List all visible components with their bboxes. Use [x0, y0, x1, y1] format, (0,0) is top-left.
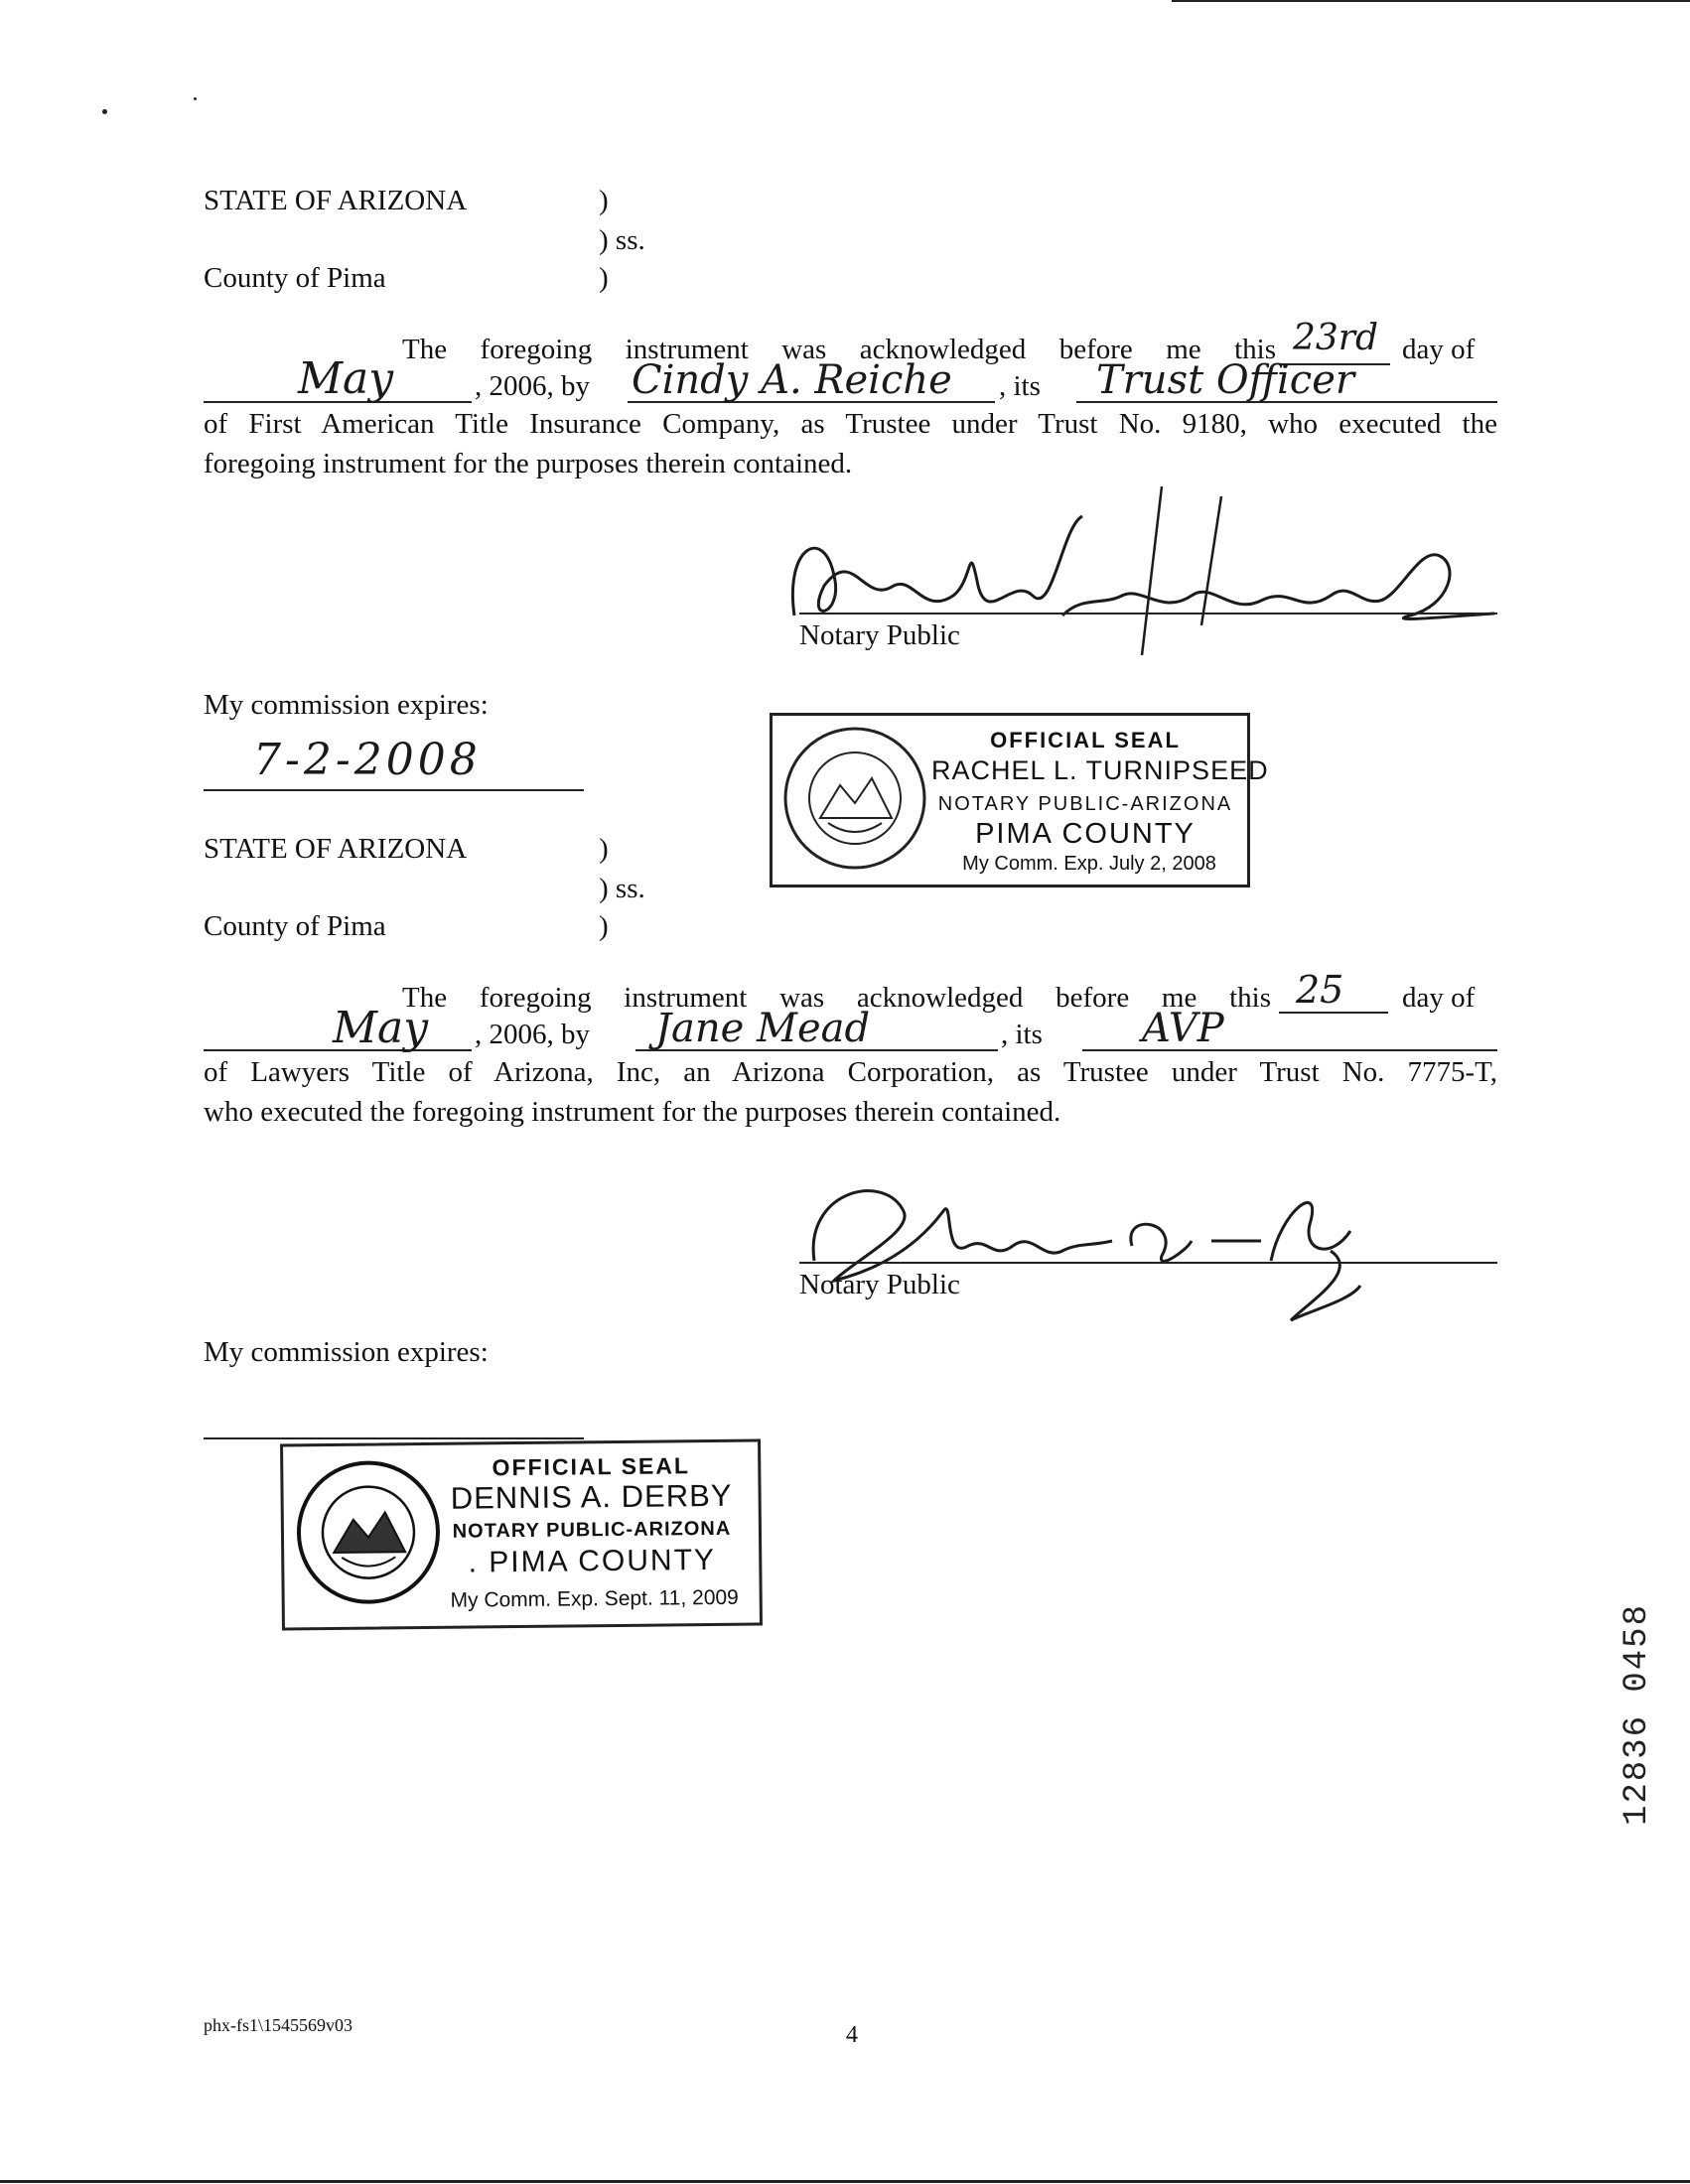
seal-notary-name: RACHEL L. TURNIPSEED: [931, 755, 1269, 785]
ack-line-4: who executed the foregoing instrument for the purposes therein contained.: [204, 1096, 1061, 1128]
notary-signature-line-1: [799, 613, 1497, 614]
top-border-line: [1172, 0, 1690, 2]
venue-ss: ) ss.: [599, 224, 645, 256]
handwritten-title: Trust Officer: [1096, 357, 1354, 403]
year-by-text: , 2006, by: [475, 370, 590, 402]
bottom-border-line: [0, 2180, 1690, 2183]
ack-line-4: foregoing instrument for the purposes therein contained.: [204, 448, 853, 479]
state-seal-emblem: [293, 1457, 444, 1608]
venue-paren: ): [599, 910, 609, 942]
notary-signature-2: [794, 1152, 1390, 1330]
year-by-text: , 2006, by: [475, 1019, 590, 1050]
commission-label-2: My commission expires:: [204, 1336, 489, 1368]
handwritten-title: AVP: [1142, 1006, 1224, 1051]
ack-line-1-start: The foregoing instrument was acknowledged before me this: [402, 982, 1271, 1014]
county-label: County of Pima: [204, 910, 386, 942]
handwritten-month: May: [333, 1003, 429, 1053]
state-seal-emblem: [780, 724, 929, 873]
ack-line-3: of Lawyers Title of Arizona, Inc, an Arizona Corporation, as Trustee under Trust No. 7775-T,: [204, 1056, 1497, 1088]
notary-signature-line-2: [799, 1262, 1497, 1264]
commission-date-line-1: [204, 789, 584, 791]
ack-line-1-end: day of: [1402, 982, 1476, 1014]
state-label: STATE OF ARIZONA: [204, 833, 468, 865]
county-label: County of Pima: [204, 262, 386, 294]
handwritten-name: Cindy A. Reiche: [632, 357, 952, 403]
venue-paren: ): [599, 185, 609, 216]
commission-label-1: My commission expires:: [204, 689, 489, 721]
seal-heading: OFFICIAL SEAL: [492, 1452, 691, 1481]
handwritten-day: 25: [1296, 968, 1344, 1012]
footer-doc-id: phx-fs1\1545569v03: [204, 2015, 352, 2035]
notary-public-label-2: Notary Public: [799, 1269, 960, 1300]
scan-speck: [194, 97, 197, 100]
handwritten-name: Jane Mead: [655, 1006, 871, 1051]
seal-county: PIMA COUNTY: [975, 818, 1196, 850]
venue-paren: ): [599, 262, 609, 294]
commission-date-line-2: [204, 1437, 584, 1439]
handwritten-month: May: [298, 353, 394, 404]
seal-expiration: My Comm. Exp. Sept. 11, 2009: [450, 1585, 739, 1612]
seal-title: NOTARY PUBLIC-ARIZONA: [452, 1517, 732, 1543]
official-seal-1: [770, 713, 1269, 887]
seal-county: . PIMA COUNTY: [468, 1543, 717, 1579]
state-label: STATE OF ARIZONA: [204, 185, 468, 216]
notary-public-label-1: Notary Public: [799, 619, 960, 651]
seal-notary-name: DENNIS A. DERBY: [450, 1477, 733, 1516]
venue-ss: ) ss.: [599, 873, 645, 904]
ack-line-3: of First American Title Insurance Company, as Trustee under Trust No. 9180, who executed the: [204, 408, 1497, 440]
day-blank: [1279, 1012, 1388, 1014]
ack-line-1-start: The foregoing instrument was acknowledged before me this: [402, 334, 1276, 365]
ack-line-1-end: day of: [1402, 334, 1476, 365]
its-text: , its: [999, 370, 1041, 402]
handwritten-day: 23rd: [1293, 318, 1379, 358]
venue-paren: ): [599, 833, 609, 865]
seal-title: NOTARY PUBLIC-ARIZONA: [937, 793, 1233, 815]
page-number: 4: [846, 2022, 858, 2048]
recording-edge-code: 12836 0458: [1619, 1603, 1656, 1827]
scan-speck: [102, 109, 107, 114]
its-text: , its: [1001, 1019, 1043, 1050]
handwritten-commission-date: 7-2-2008: [253, 735, 482, 785]
seal-expiration: My Comm. Exp. July 2, 2008: [962, 853, 1216, 875]
official-seal-2: [280, 1438, 763, 1630]
seal-heading: OFFICIAL SEAL: [990, 728, 1181, 752]
